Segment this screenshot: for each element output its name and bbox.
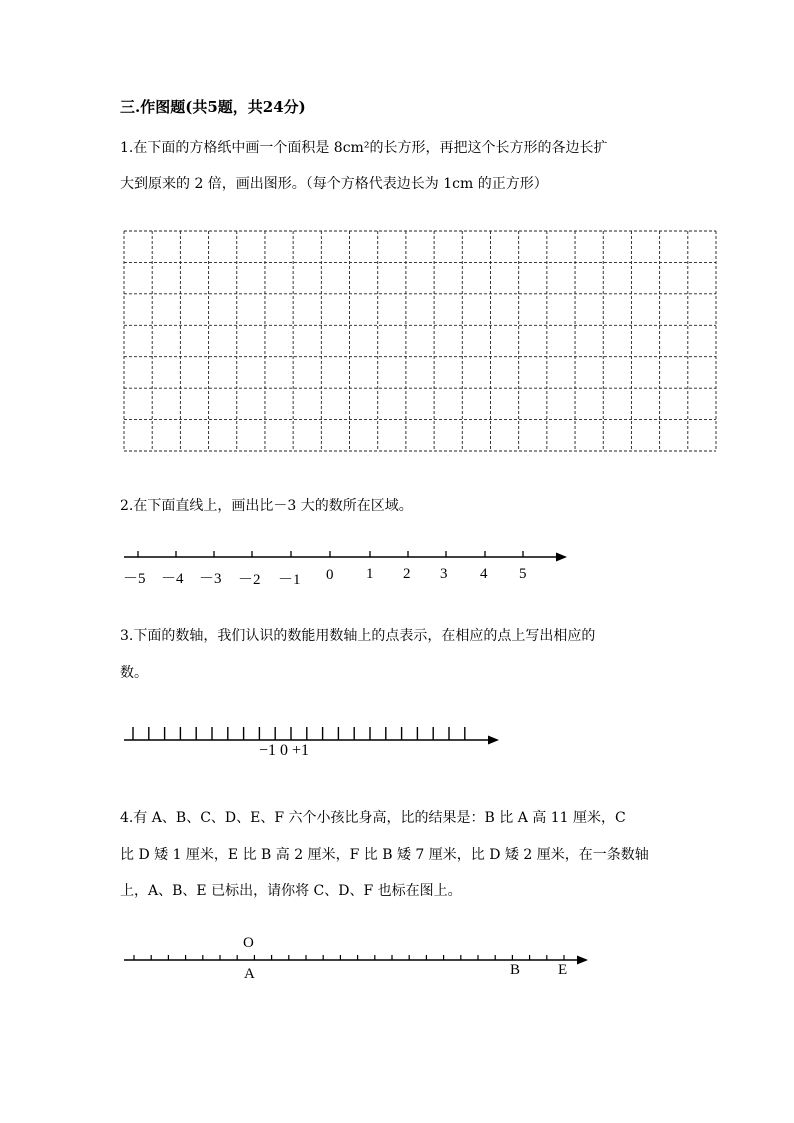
q2-number-label: 5: [519, 566, 527, 582]
q3-text-line1: 3.下面的数轴，我们认识的数能用数轴上的点表示，在相应的点上写出相应的: [120, 628, 596, 644]
q4-text-line3: 上，A、B、E 已标出，请你将 C、D、F 也标在图上。: [120, 883, 462, 899]
q4-origin-label: O: [243, 935, 254, 951]
q2-number-label: 3: [440, 566, 448, 582]
section-title: 三.作图题(共5题，共24分): [120, 98, 306, 116]
q2-number-label: 4: [480, 566, 488, 582]
q3-text-line2: 数。: [120, 665, 148, 681]
q2-number-label: －5: [123, 571, 146, 587]
q3-axis-label: −1 0 +1: [259, 742, 310, 759]
q4-axis-arrow: [577, 956, 588, 965]
q2-number-label: 2: [403, 566, 411, 582]
q2-number-label: －3: [199, 571, 222, 587]
q2-number-label: －2: [238, 572, 261, 588]
q2-number-label: －4: [161, 571, 184, 587]
q1-text-line1: 1.在下面的方格纸中画一个面积是 8cm²的长方形，再把这个长方形的各边长扩: [120, 140, 608, 156]
q4-point-b-label: B: [510, 962, 521, 978]
q2-number-label: 0: [326, 567, 334, 583]
q2-number-label: 1: [366, 566, 374, 582]
q4-text-line2: 比 D 矮 1 厘米，E 比 B 高 2 厘米，F 比 B 矮 7 厘米，比 D 矮 2 厘米，在一条数轴: [120, 847, 649, 863]
q2-number-label: －1: [278, 572, 301, 588]
q4-point-e-label: E: [558, 962, 568, 978]
q4-point-a-label: A: [244, 966, 255, 982]
q4-text-line1: 4.有 A、B、C、D、E、F 六个小孩比身高，比的结果是：B 比 A 高 11 厘米，C: [120, 810, 626, 826]
q1-text-line2: 大到原来的 2 倍，画出图形。（每个方格代表边长为 1cm 的正方形）: [120, 176, 548, 192]
q2-text: 2.在下面直线上，画出比－3 大的数所在区域。: [120, 498, 413, 514]
